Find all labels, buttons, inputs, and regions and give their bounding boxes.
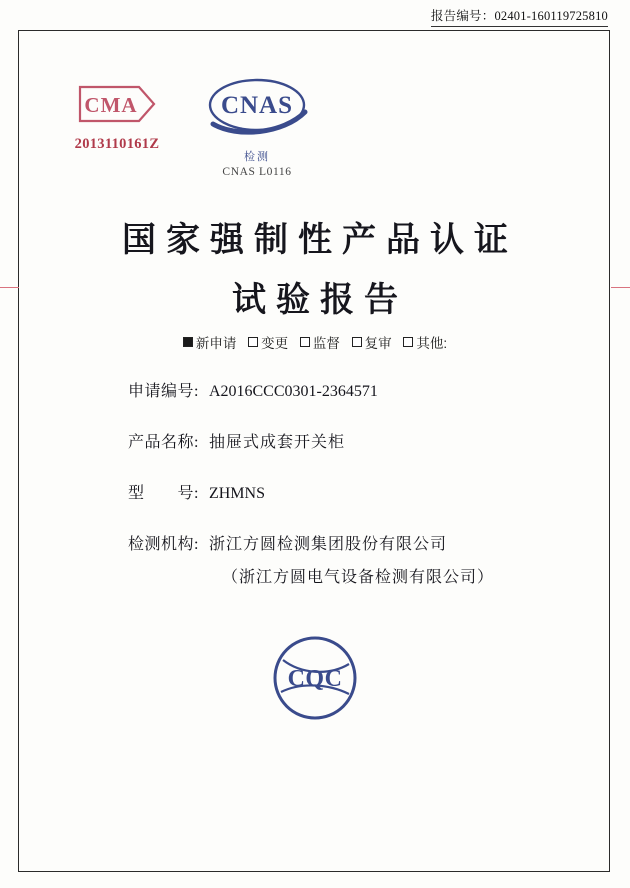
option-label: 其他: [416,336,448,351]
checkbox-icon[interactable] [403,337,413,347]
svg-text:CNAS: CNAS [220,92,294,119]
cnas-sub-code: CNAS L0116 [222,166,292,178]
cqc-seal-block [0,630,630,731]
field-model [0,480,630,503]
option-new-application[interactable] [183,332,237,352]
logo-row [0,58,630,183]
option-label: 新申请 [195,336,237,351]
cma-logo-block [42,84,192,153]
field-label: 检测机构: [128,536,199,553]
report-number [431,6,608,27]
report-number-value: 02401-160119725810 [494,9,608,23]
field-label: 产品名称: [128,434,199,451]
checkbox-icon[interactable] [248,337,258,347]
application-type-options [0,332,630,352]
field-value: 抽屉式成套开关柜 [208,434,345,451]
cnas-sub-cn: 检测 [244,151,270,163]
option-change[interactable] [248,332,288,352]
cnas-icon [182,72,332,147]
report-number-label: 报告编号： [430,9,495,23]
option-other[interactable] [403,332,447,352]
cma-icon [77,84,157,124]
field-list [0,378,630,613]
option-supervision[interactable] [300,332,340,352]
cqc-seal-icon [267,630,363,726]
checkbox-icon[interactable] [300,337,310,347]
option-review[interactable] [352,332,392,352]
cnas-logo-block [182,72,332,178]
field-value: A2016CCC0301-2364571 [208,383,378,400]
option-label: 变更 [261,336,289,351]
field-label: 型 号: [128,485,199,502]
page-title-line2: 试验报告 [232,282,408,319]
page-title-line1: 国家强制性产品认证 [122,222,518,259]
field-product-name [0,429,630,452]
cma-code: 2013110161Z [74,136,160,152]
field-testing-organization [0,531,630,554]
checkbox-icon[interactable] [183,337,193,347]
field-application-number [0,378,630,401]
svg-text:CMA: CMA [84,93,138,117]
option-label: 复审 [364,336,392,351]
option-label: 监督 [312,336,340,351]
field-value: 浙江方圆检测集团股份有限公司 [208,536,447,553]
svg-text:CQC: CQC [287,666,343,692]
checkbox-icon[interactable] [352,337,362,347]
field-label: 申请编号: [128,383,199,400]
field-testing-organization-secondary: （浙江方圆电气设备检测有限公司） [222,569,495,586]
field-value: ZHMNS [208,485,265,502]
